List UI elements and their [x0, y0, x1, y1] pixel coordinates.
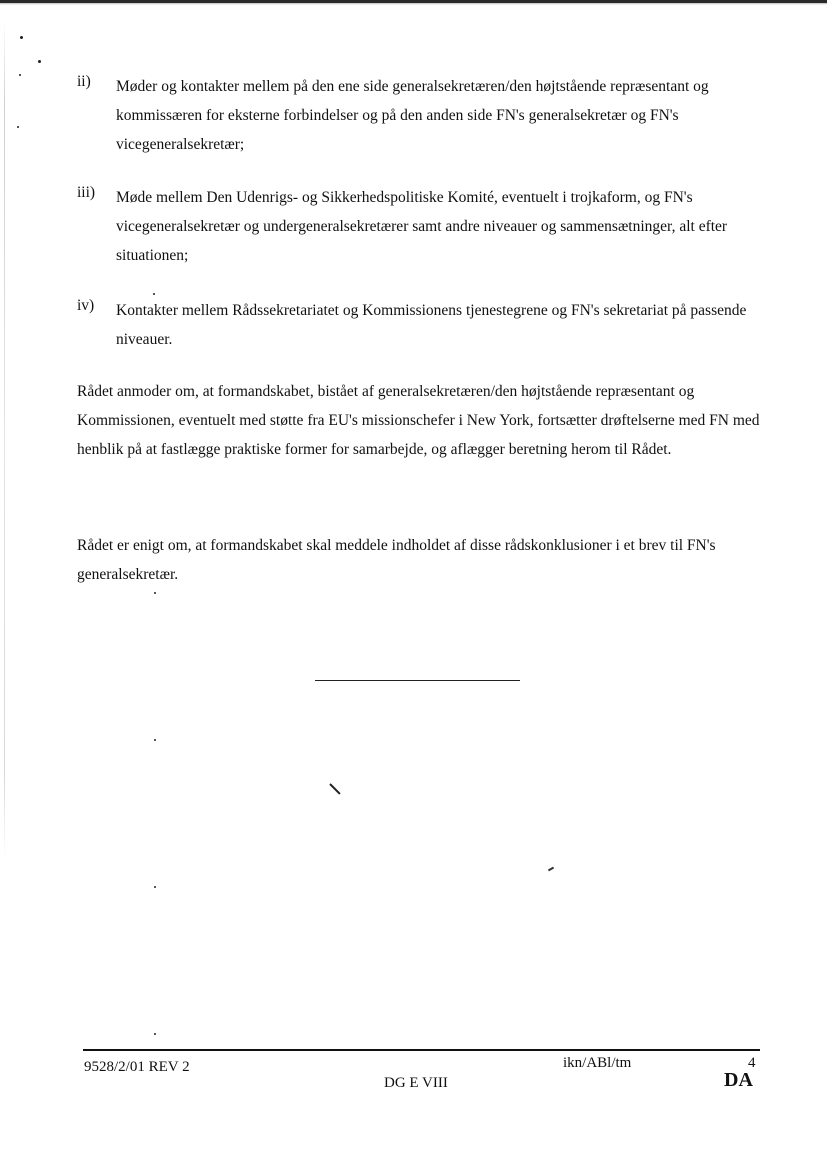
scan-speck	[17, 126, 19, 128]
list-item-text: Møde mellem Den Udenrigs- og Sikkerhedspolitiske Komité, eventuelt i trojkaform, og FN's vicegeneralsekretær og undergeneralsekretærer samt andre niveauer og sammensætninger, alt efter situationen;	[116, 189, 728, 264]
footer-language: DA	[724, 1069, 753, 1091]
section-separator	[315, 680, 520, 681]
scan-speck	[154, 739, 156, 741]
scan-speck	[154, 592, 156, 594]
scan-speck	[19, 74, 21, 76]
list-item-number: ii)	[77, 73, 91, 90]
body-paragraph: Rådet anmoder om, at formandskabet, bistået af generalsekretæren/den højtstående repræsentant og Kommissionen, eventuelt med støtte fra EU's missionschefer i New York, fortsætter drøftelserne med FN med henblik på at fastlægge praktiske former for samarbejde, og aflægger beretning herom til Rådet.	[77, 383, 760, 458]
list-item-number: iii)	[77, 184, 96, 201]
list-item	[77, 73, 767, 159]
scan-stroke-mark	[548, 867, 554, 872]
footer-initials: ikn/ABl/tm	[563, 1055, 632, 1071]
scan-speck	[154, 1033, 156, 1035]
list-item	[77, 297, 767, 354]
list-item-text: Kontakter mellem Rådssekretariatet og Kommissionens tjenestegrene og FN's sekretariat på passende niveauer.	[116, 302, 747, 348]
scan-speck	[154, 886, 156, 888]
list-item-number: iv)	[77, 297, 95, 314]
footer-page-number: 4	[748, 1055, 756, 1071]
list-item	[77, 184, 767, 270]
body-paragraph: Rådet er enigt om, at formandskabet skal meddele indholdet af disse rådskonklusioner i et brev til FN's generalsekretær.	[77, 537, 716, 583]
scan-top-border	[0, 0, 827, 5]
footer-directorate: DG E VIII	[384, 1075, 448, 1091]
scan-speck	[20, 36, 23, 39]
list-item-text: Møder og kontakter mellem på den ene side generalsekretæren/den højtstående repræsentant og kommissæren for eksterne forbindelser og på den anden side FN's generalsekretær og FN's vicegeneralsekretær;	[116, 78, 709, 153]
scan-speck	[38, 60, 41, 63]
scan-left-edge	[4, 20, 5, 860]
scan-speck	[153, 293, 155, 295]
footer-doc-ref: 9528/2/01 REV 2	[84, 1059, 190, 1075]
footer-rule	[83, 1049, 760, 1051]
scan-stroke-mark	[329, 783, 340, 794]
